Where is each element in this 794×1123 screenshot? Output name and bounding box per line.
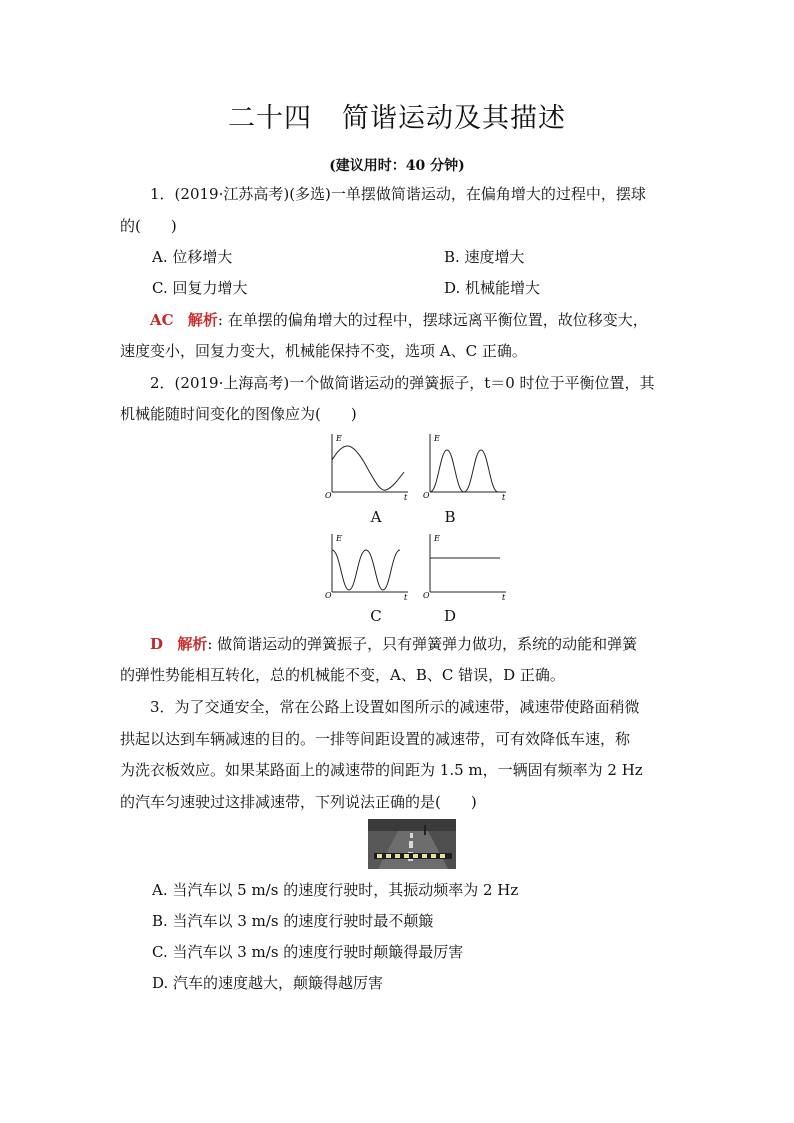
graph-d-y-label: E xyxy=(434,534,440,543)
graph-b-curve xyxy=(430,450,498,492)
graph-b-x-label: t xyxy=(502,493,506,502)
graph-a-label: A xyxy=(370,508,382,526)
graph-a-y-label: E xyxy=(336,434,342,443)
q1-analysis-text1: : 在单摆的偏角增大的过程中，摆球远离平衡位置，故位移变大， xyxy=(217,311,648,329)
q1-analysis-label: 解析 xyxy=(187,311,218,329)
graph-b-label: B xyxy=(444,508,456,526)
q1-option-d: D. 机械能增大 xyxy=(444,279,541,297)
suggested-time: (建议用时：40 分钟) xyxy=(329,158,465,174)
q2-analysis-text1: : 做简谐运动的弹簧振子，只有弹簧弹力做功，系统的动能和弹簧 xyxy=(207,635,638,653)
graph-a xyxy=(322,430,412,502)
graph-d xyxy=(420,530,510,602)
graph-c-label: C xyxy=(370,607,382,625)
q1-answer: AC xyxy=(150,311,174,329)
graph-c-curve xyxy=(332,550,400,590)
q3-option-a: A. 当汽车以 5 m/s 的速度行驶时，其振动频率为 2 Hz xyxy=(152,881,519,899)
graph-c-x-label: t xyxy=(404,593,408,602)
q3-option-b: B. 当汽车以 3 m/s 的速度行驶时最不颠簸 xyxy=(152,912,434,930)
q2-stem-line2: 机械能随时间变化的图像应为( ) xyxy=(120,405,357,423)
page-title xyxy=(0,96,794,135)
q1-option-b: B. 速度增大 xyxy=(444,248,525,266)
q1-option-c: C. 回复力增大 xyxy=(152,279,248,297)
speed-bump-photo xyxy=(368,819,456,869)
q1-option-a: A. 位移增大 xyxy=(152,248,233,266)
q2-analysis-label: 解析 xyxy=(177,635,208,653)
graph-b xyxy=(420,430,510,502)
q1-stem-line2: 的( ) xyxy=(120,217,177,235)
title-text: 简谐运动及其描述 xyxy=(342,103,566,134)
title-number: 二十四 xyxy=(228,103,312,134)
graph-c xyxy=(322,530,412,602)
q3-option-c: C. 当汽车以 3 m/s 的速度行驶时颠簸得最厉害 xyxy=(152,943,464,961)
graph-a-curve xyxy=(332,446,404,490)
q2-answer: D xyxy=(150,635,164,653)
graph-a-origin: O xyxy=(325,491,332,500)
graph-c-origin: O xyxy=(325,591,332,600)
q2-analysis-line1 xyxy=(150,634,680,654)
q1-analysis-line1 xyxy=(150,310,680,330)
q1-stem-line1: 1．(2019·江苏高考)(多选)一单摆做简谐运动，在偏角增大的过程中，摆球 xyxy=(150,185,646,203)
graph-c-y-label: E xyxy=(336,534,342,543)
graph-d-x-label: t xyxy=(502,593,506,602)
graph-d-origin: O xyxy=(423,591,430,600)
graph-d-label: D xyxy=(443,607,457,625)
graph-a-x-label: t xyxy=(404,493,408,502)
q3-stem-line1: 3．为了交通安全，常在公路上设置如图所示的减速带，减速带使路面稍微 xyxy=(150,698,640,716)
graph-b-origin: O xyxy=(423,491,430,500)
q2-stem-line1: 2．(2019·上海高考)一个做简谐运动的弹簧振子，t＝0 时位于平衡位置，其 xyxy=(150,374,655,392)
graph-b-y-label: E xyxy=(434,434,440,443)
q3-option-d: D. 汽车的速度越大，颠簸得越厉害 xyxy=(152,974,384,992)
q1-analysis-line2: 速度变小，回复力变大，机械能保持不变，选项 A、C 正确。 xyxy=(120,342,527,360)
q2-analysis-line2: 的弹性势能相互转化，总的机械能不变，A、B、C 错误，D 正确。 xyxy=(120,666,565,684)
q3-stem-line3: 为洗衣板效应。如果某路面上的减速带的间距为 1.5 m，一辆固有频率为 2 Hz xyxy=(120,761,643,779)
q3-stem-line2: 拱起以达到车辆减速的目的。一排等间距设置的减速带，可有效降低车速，称 xyxy=(120,730,631,748)
q3-stem-line4: 的汽车匀速驶过这排减速带，下列说法正确的是( ) xyxy=(120,793,477,811)
